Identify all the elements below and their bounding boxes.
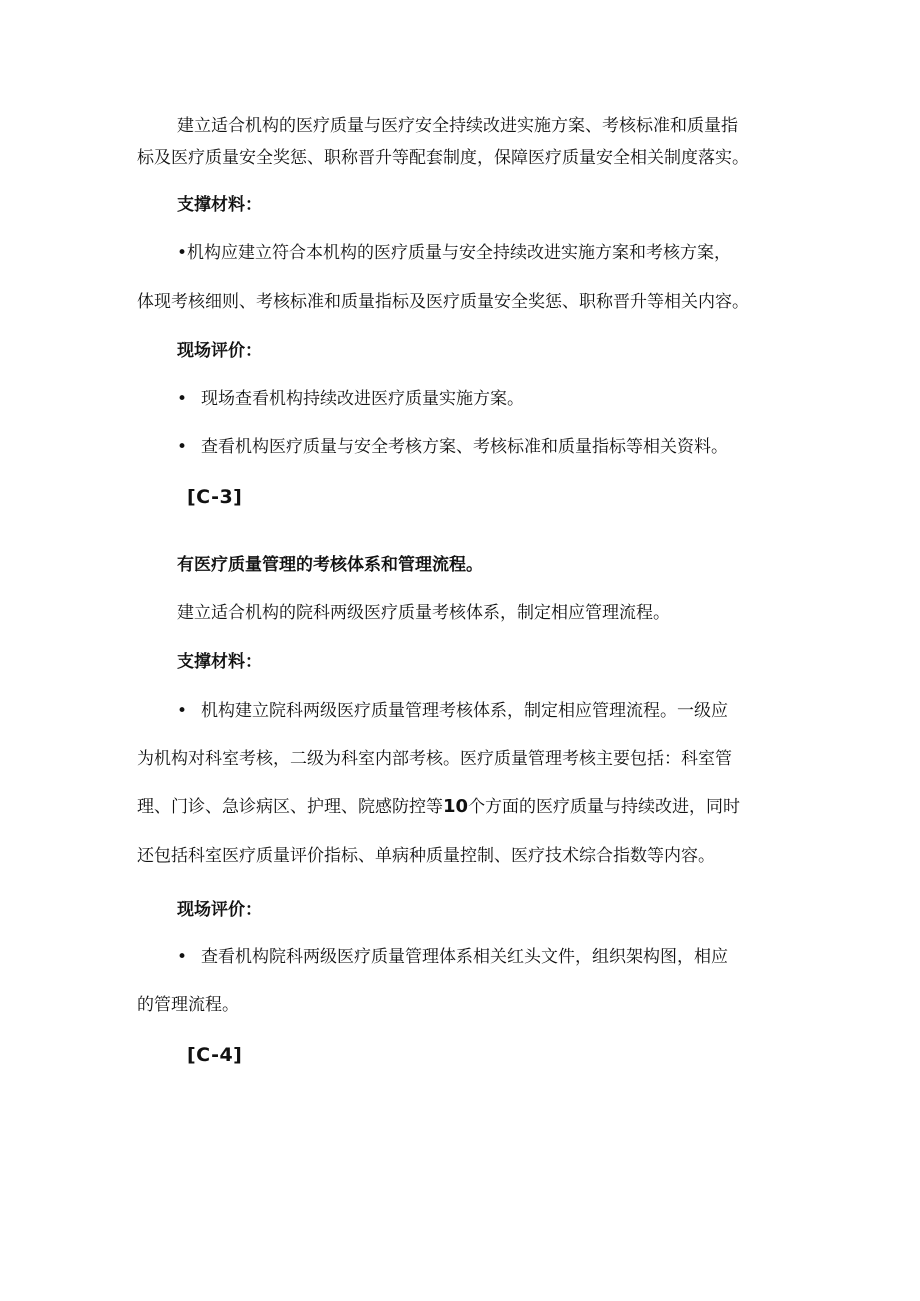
support-heading-1: 支撑材料： [177,195,262,215]
eval-item-1: • 现场查看机构持续改进医疗质量实施方案。 [177,389,524,409]
intro-line-2: 标及医疗质量安全奖惩、职称晋升等配套制度，保障医疗质量安全相关制度落实。 [137,148,749,168]
bullet: • [177,947,188,967]
intro-line-1: 建立适合机构的医疗质量与医疗安全持续改进实施方案、考核标准和质量指 [177,116,738,136]
eval-c3-line-2: 的管理流程。 [137,995,239,1015]
support-heading-2: 支撑材料： [177,652,262,672]
support-c3-line-2: 为机构对科室考核，二级为科室内部考核。医疗质量管理考核主要包括：科室管 [137,749,732,769]
support-c3-line-4: 还包括科室医疗质量评价指标、单病种质量控制、医疗技术综合指数等内容。 [137,846,715,866]
bullet: • [177,389,188,409]
eval-heading-1: 现场评价： [177,341,262,361]
count-number: 10 [443,796,469,817]
support-line-2: 体现考核细则、考核标准和质量指标及医疗质量安全奖惩、职称晋升等相关内容。 [137,292,749,312]
bullet: • [177,701,188,721]
section-code-c3: [C-3] [187,486,243,508]
intro-c3: 建立适合机构的院科两级医疗质量考核体系，制定相应管理流程。 [177,603,670,623]
section-code-c4: [C-4] [187,1044,243,1066]
support-c3-line-3: 理、门诊、急诊病区、护理、院感防控等10个方面的医疗质量与持续改进，同时 [137,796,741,817]
support-c3-line-1: • 机构建立院科两级医疗质量管理考核体系，制定相应管理流程。一级应 [177,701,728,721]
bullet: • [177,437,188,457]
section-title-c3: 有医疗质量管理的考核体系和管理流程。 [177,555,483,575]
eval-c3-line-1: • 查看机构院科两级医疗质量管理体系相关红头文件，组织架构图，相应 [177,947,728,967]
support-line-1: •机构应建立符合本机构的医疗质量与安全持续改进实施方案和考核方案， [177,243,732,263]
eval-heading-2: 现场评价： [177,900,262,920]
eval-item-2: • 查看机构医疗质量与安全考核方案、考核标准和质量指标等相关资料。 [177,437,728,457]
